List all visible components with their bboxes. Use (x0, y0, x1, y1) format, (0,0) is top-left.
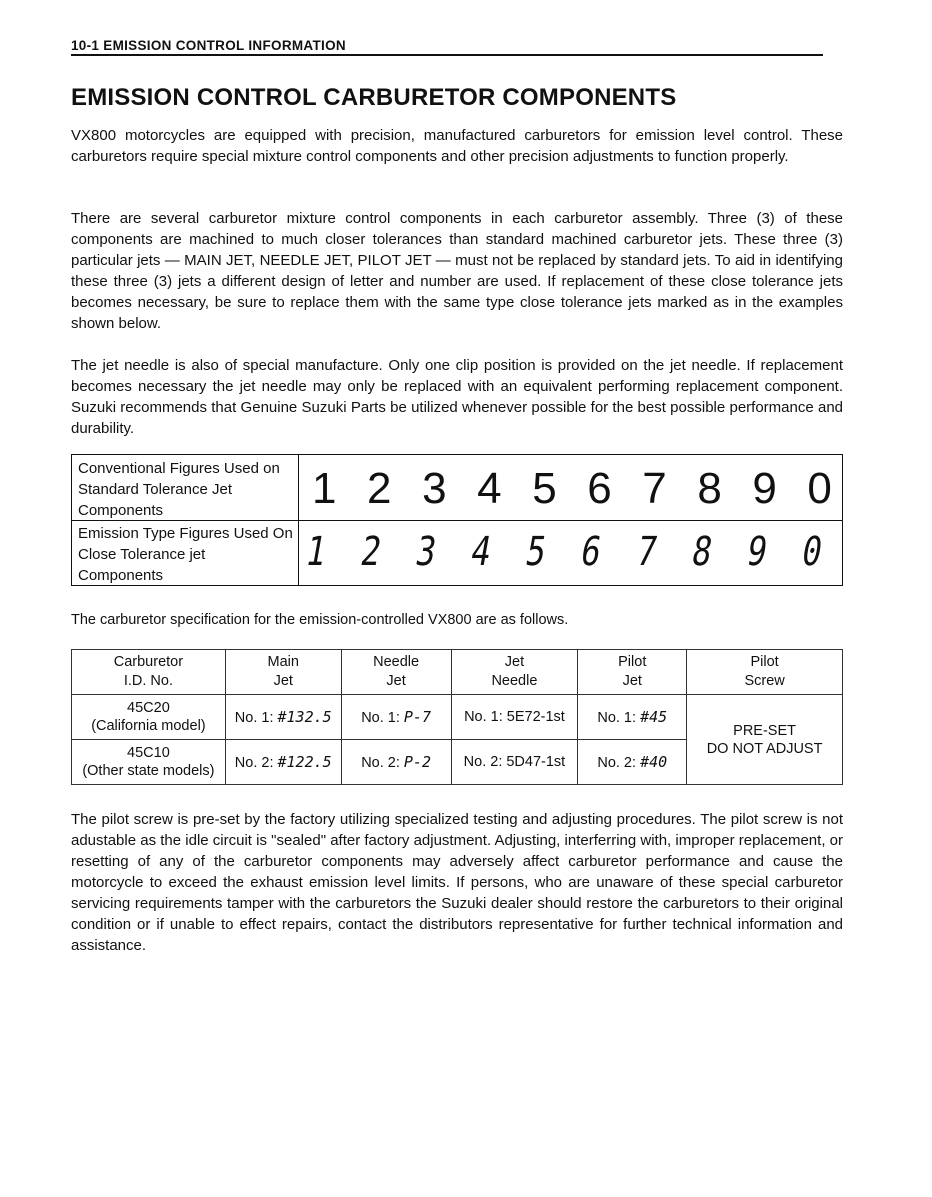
jets-paragraph: There are several carburetor mixture control components in each carburetor assembly. Three (3) of these components are machined to much closer tolerances than standard machined carburetor jets. These three (3) particular jets — MAIN JET, NEEDLE JET, PILOT JET — must not be replaced by standard jets. To aid in identifying these three (3) jets a different design of letter and number are used. If replacement of these close tolerance jets becomes necessary, be sure to replace them with the same type close tolerance jets marked as in the examples shown below. (71, 210, 843, 332)
needle-jet: No. 2: P-2 (341, 740, 451, 785)
header-needle-jet: Needle Jet (341, 650, 451, 695)
intro-paragraph: VX800 motorcycles are equipped with precision, manufactured carburetors for emission level control. These carburetors require special mixture control components and other precision adjustments to function properly. (71, 127, 843, 165)
carburetor-id: 45C20 (California model) (72, 695, 226, 740)
spec-intro: The carburetor specification for the emission-controlled VX800 are as follows. (71, 612, 569, 628)
jet-needle-paragraph: The jet needle is also of special manufacture. Only one clip position is provided on the jet needle. If replacement becomes necessary the jet needle may only be replaced with an equivalent performing replacement component. Suzuki recommends that Genuine Suzuki Parts be utilized whenever possible for the best possible performance and durability. (71, 357, 843, 437)
conventional-digits (312, 459, 832, 519)
digit: 5 (532, 464, 557, 513)
header-pilot-screw: Pilot Screw (687, 650, 843, 695)
header-carburetor: Carburetor I.D. No. (72, 650, 226, 695)
main-jet: No. 1: #132.5 (225, 695, 341, 740)
table-row (72, 695, 843, 740)
carburetor-id: 45C10 (Other state models) (72, 740, 226, 785)
needle-jet: No. 1: P-7 (341, 695, 451, 740)
carburetor-spec-table (71, 649, 843, 785)
digit: 9 (752, 464, 777, 513)
conventional-figures-label: Conventional Figures Used on Standard Tolerance Jet Components (78, 460, 280, 519)
jet-needle: No. 2: 5D47-1st (451, 740, 578, 785)
header-jet-needle: Jet Needle (451, 650, 578, 695)
pilot-screw-paragraph: The pilot screw is pre-set by the factory utilizing specialized testing and adjusting procedures. The pilot screw is not adustable as the idle circuit is "sealed" after factory adjustment. Adjusting, interferring with, improper replacement, or resetting of any of the carburetor components may adversely affect carburetor performance and cause the motorcycle to exceed the exhaust emission level limits. If persons, who are unaware of these special carburetor servicing requirements tamper with the carburetors the Suzuki dealer should restore the carburetors to their original condition or if unable to effect repairs, contact the distributors representative for further technical information and assistance. (71, 811, 843, 954)
pilot-jet: No. 1: #45 (578, 695, 687, 740)
emission-digit: 9 (743, 529, 771, 575)
digit: 1 (312, 464, 337, 513)
conventional-figures-row (72, 455, 842, 521)
digit: 6 (587, 464, 612, 513)
page-header: 10-1 EMISSION CONTROL INFORMATION (71, 38, 823, 56)
emission-figures-label: Emission Type Figures Used On Close Tolerance jet Components (78, 525, 293, 584)
main-jet: No. 2: #122.5 (225, 740, 341, 785)
digit: 8 (697, 464, 722, 513)
emission-digit: 2 (357, 529, 385, 575)
emission-digits (304, 522, 824, 582)
header-main-jet: Main Jet (225, 650, 341, 695)
page-title: EMISSION CONTROL CARBURETOR COMPONENTS (71, 84, 677, 111)
pilot-screw: PRE-SET DO NOT ADJUST (687, 695, 843, 785)
emission-digit: 1 (302, 529, 330, 575)
digit: 4 (477, 464, 502, 513)
emission-digit: 4 (467, 529, 496, 575)
emission-digit: 5 (522, 529, 551, 575)
header-pilot-jet: Pilot Jet (578, 650, 687, 695)
digit: 2 (367, 464, 392, 513)
emission-digit: 6 (577, 529, 606, 575)
digit: 0 (807, 464, 832, 513)
figures-table (71, 454, 843, 586)
digit: 7 (642, 464, 667, 513)
jet-needle: No. 1: 5E72-1st (451, 695, 578, 740)
digit: 3 (422, 464, 447, 513)
pilot-jet: No. 2: #40 (578, 740, 687, 785)
emission-digit: 8 (688, 529, 716, 575)
emission-digit: 3 (412, 529, 440, 575)
emission-digit: 7 (632, 529, 661, 575)
emission-digit: 0 (798, 529, 826, 575)
emission-figures-row (72, 520, 842, 585)
table-header-row (72, 650, 843, 695)
